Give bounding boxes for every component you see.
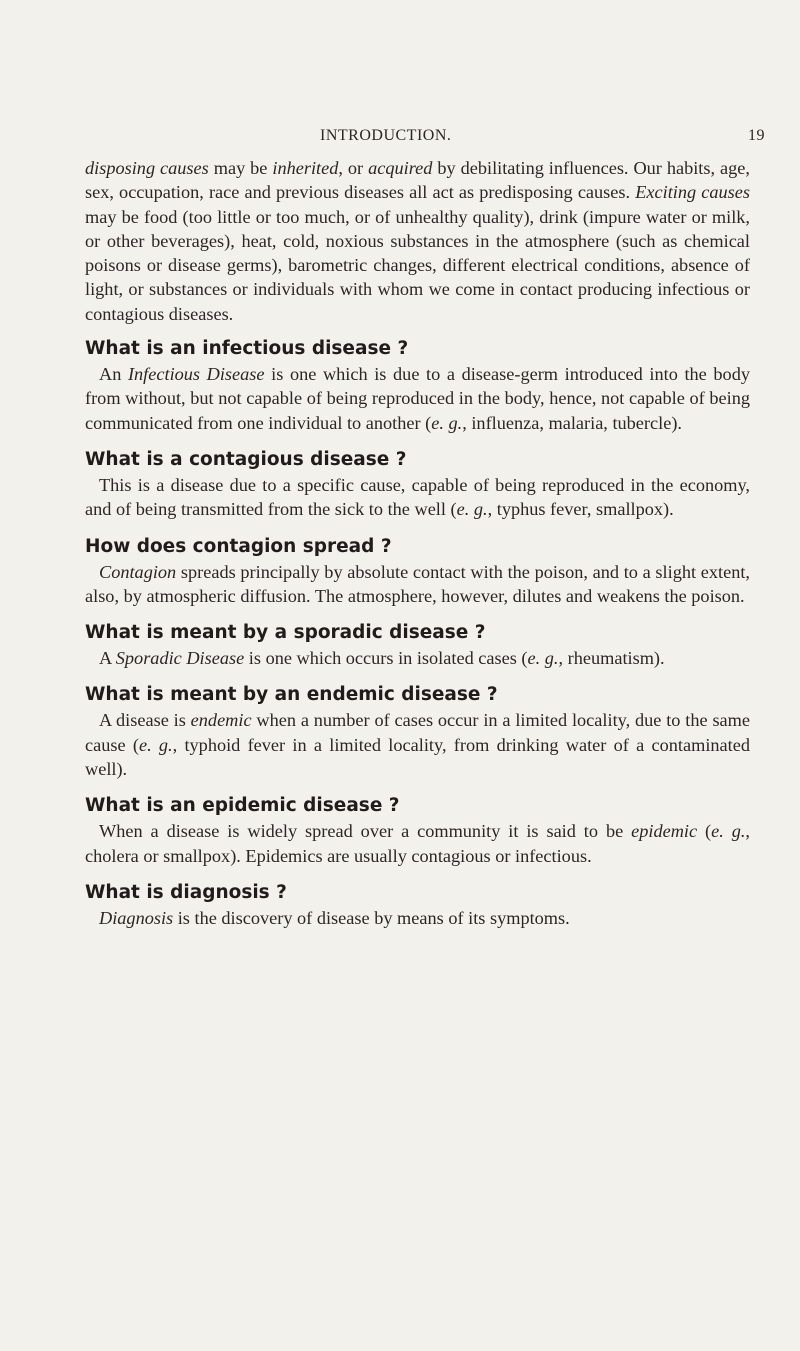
page-number: 19 — [748, 127, 765, 144]
italic-term: Exciting causes — [635, 182, 750, 203]
page-body — [85, 156, 750, 930]
italic-term: disposing causes — [85, 158, 209, 178]
answer-paragraph — [85, 708, 750, 781]
italic-term: e. g. — [456, 499, 488, 520]
italic-term: epidemic — [631, 821, 698, 842]
text-run: , rheumatism). — [558, 648, 665, 669]
text-run: is one which is due to a disease-germ introduced into the body from without, but not capable of being reproduced in the body, hence, not capable of being communicated from one individual to another ( — [85, 364, 750, 433]
text-run: is the discovery of disease by means of its symptoms. — [173, 907, 570, 928]
text-run: , cholera or smallpox). Epidemics are usually contagious or infectious. — [85, 821, 750, 866]
italic-term: endemic — [190, 710, 252, 731]
italic-term: acquired — [368, 158, 433, 178]
italic-term: e. g. — [138, 734, 173, 755]
italic-term: Diagnosis — [99, 907, 174, 928]
text-run: , typhus fever, smallpox). — [487, 499, 674, 520]
text-run: ( — [697, 821, 712, 842]
question-heading: What is diagnosis ? — [85, 881, 287, 903]
italic-term: Infectious Disease — [127, 364, 265, 385]
text-run: , typhoid fever in a limited locality, from drinking water of a contaminated well). — [85, 734, 750, 780]
italic-term: Contagion — [99, 561, 177, 582]
question-heading: What is meant by an endemic disease ? — [85, 684, 498, 706]
text-run: A — [99, 648, 116, 669]
text-run: by debilitating influences. Our habits, age, sex, occupation, race and previous diseases all act as predisposing causes. — [85, 158, 750, 203]
answer-paragraph — [85, 906, 750, 930]
italic-term: e. g. — [431, 412, 463, 433]
question-heading: What is an epidemic disease ? — [85, 795, 400, 817]
text-run: A disease is — [99, 710, 191, 731]
question-heading: What is an infectious disease ? — [85, 338, 409, 360]
question-heading: What is a contagious disease ? — [85, 448, 407, 470]
text-run: when a number of cases occur in a limited locality, due to the same cause ( — [85, 710, 751, 755]
answer-paragraph — [85, 646, 750, 670]
text-run: This is a disease due to a specific cause, capable of being reproduced in the economy, and of being transmitted from the sick to the well ( — [85, 474, 750, 520]
text-run: , influenza, malaria, tubercle). — [462, 412, 682, 433]
answer-paragraph — [85, 362, 750, 435]
answer-paragraph — [85, 560, 750, 609]
text-run: An — [99, 364, 128, 385]
intro-paragraph — [85, 156, 750, 326]
text-run: may be food (too little or too much, or of unhealthy quality), drink (impure water or milk, or other beverages), heat, cold, noxious substances in the atmosphere (such as chemical poisons or disease germs), barometric changes, different electrical conditions, absence of light, or substances or individuals with whom we come in contact producing infectious or contagious diseases. — [85, 206, 750, 324]
italic-term: inherited — [272, 158, 339, 178]
italic-term: e. g. — [527, 648, 559, 669]
text-run: spreads principally by absolute contact with the poison, and to a slight extent, also, by atmospheric diffusion. The atmosphere, however, dilutes and weakens the poison. — [85, 561, 750, 606]
running-header — [0, 127, 800, 151]
header-title: INTRODUCTION. — [320, 127, 452, 144]
answer-paragraph — [85, 819, 750, 868]
text-run: When a disease is widely spread over a community it is said to be — [99, 821, 632, 842]
text-run: may be — [208, 158, 273, 178]
text-run: is one which occurs in isolated cases ( — [244, 648, 528, 669]
text-run: , or — [338, 158, 369, 178]
italic-term: e. g. — [711, 821, 746, 842]
answer-paragraph — [85, 473, 750, 522]
question-heading: What is meant by a sporadic disease ? — [85, 622, 486, 644]
italic-term: Sporadic Disease — [115, 648, 245, 669]
question-heading: How does contagion spread ? — [85, 535, 392, 557]
